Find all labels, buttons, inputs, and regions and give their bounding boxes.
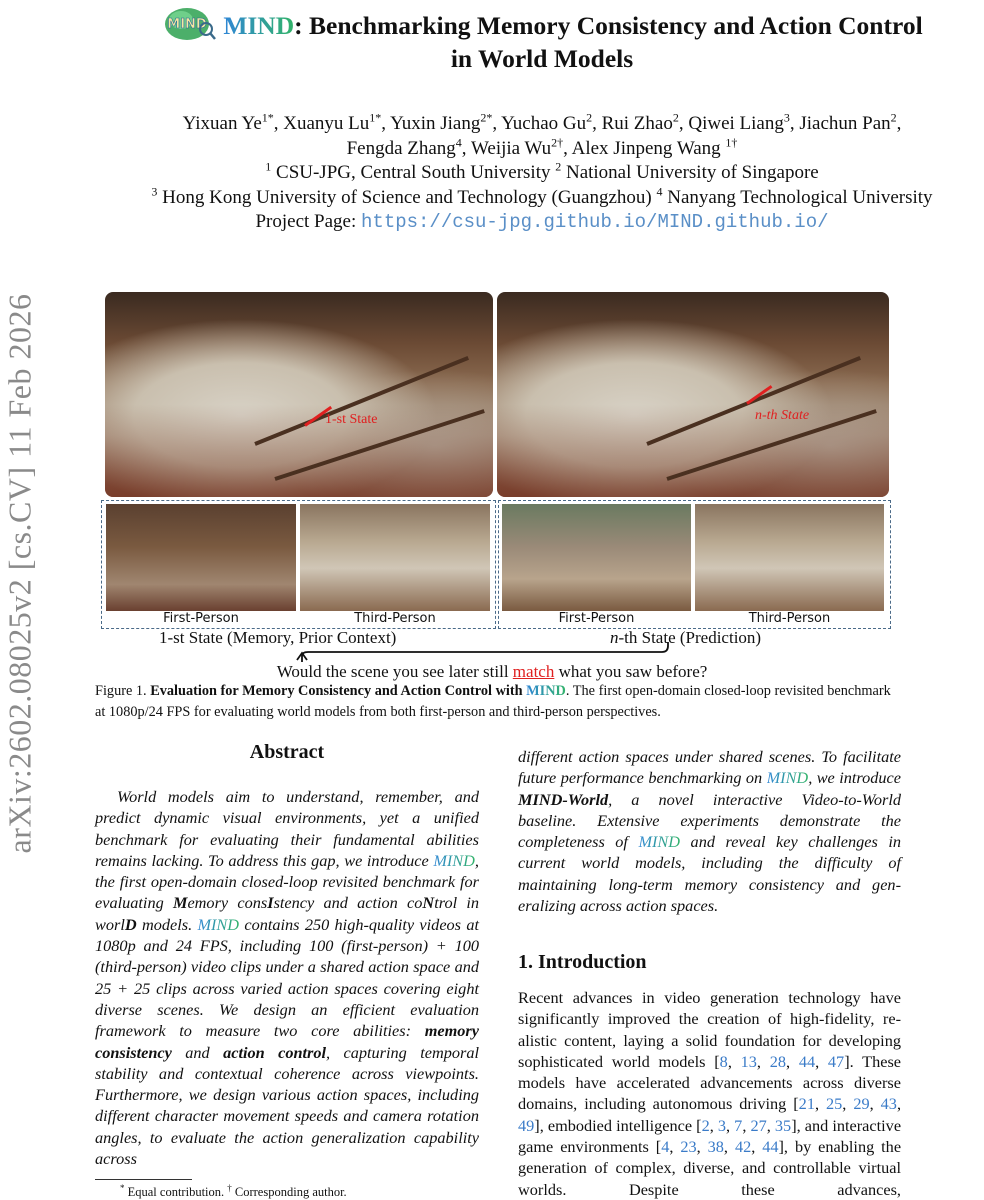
paragraph-text: ], embodied intelligence [ bbox=[534, 1115, 702, 1135]
citation-link[interactable]: 35 bbox=[774, 1115, 792, 1135]
affiliation-line-2 bbox=[100, 186, 984, 211]
n-symbol: n bbox=[610, 628, 619, 647]
author-line-2: Fengda Zhang$^4$, Weijia $Wu^{2\dagger}$, Alex Jinpeng Wang $^{1\dagger}$ bbox=[346, 135, 738, 159]
author-name: Yuchao Gu$^2$ bbox=[501, 110, 593, 134]
citation-link[interactable]: 28 bbox=[769, 1051, 786, 1071]
brand-name: MIND bbox=[197, 914, 240, 934]
first-state-third-person-image bbox=[300, 504, 490, 611]
paragraph-text: , bbox=[727, 1051, 741, 1071]
caption-text: . The first open-domain closed-loop revisited benchmark at 1080p/24 FPS for evaluating world models from both first-person and third-person perspectives. bbox=[95, 683, 891, 720]
question-match-word: match bbox=[512, 662, 555, 681]
citation-link[interactable]: 44 bbox=[798, 1051, 816, 1071]
affiliation-name: Hong Kong University of Science and Technology (Guangzhou) bbox=[157, 186, 657, 208]
author-block bbox=[100, 112, 984, 235]
paragraph-text: , capturing temporal stability and contextual coherence across viewpoints. Furthermore, we design various action spaces, including different character movement speeds and camera rotation angles, to evaluate the action generalization capability across bbox=[95, 1042, 480, 1169]
paragraph-text: , bbox=[815, 1051, 828, 1071]
first-state-caption: 1-st State (Memory, Prior Context) bbox=[159, 628, 397, 647]
nth-state-first-person-image bbox=[502, 504, 691, 611]
emphasis-text: D bbox=[124, 914, 137, 934]
arxiv-identifier: arXiv:2602.08025v2 [cs.CV] 11 Feb 2026 bbox=[1, 293, 38, 854]
paragraph-text: , bbox=[756, 1051, 770, 1071]
paragraph-text: models. bbox=[136, 914, 198, 934]
paragraph-text: trol in worl bbox=[95, 893, 480, 934]
author-name: Yuxin Jiang$^{2*}$ bbox=[390, 110, 493, 134]
author-affiliation-mark: 2† bbox=[551, 135, 564, 150]
paragraph-text: , bbox=[751, 1137, 763, 1157]
author-name: Qiwei Liang$^3$ bbox=[688, 110, 790, 134]
affiliation-line-1 bbox=[100, 161, 984, 186]
footnote-equal: Equal contribution. bbox=[124, 1185, 228, 1200]
question-text: what you saw before? bbox=[554, 662, 708, 681]
author-name: Alex Jinpeng Wang $^{1\dagger}$ bbox=[571, 135, 738, 159]
author-name: Fengda Zhang$^4$ bbox=[346, 135, 462, 159]
emphasis-text: memory consistency bbox=[95, 1021, 479, 1062]
footnote-rule bbox=[95, 1179, 192, 1180]
paragraph-text: contains 250 high-quality videos at 1080p and 24 FPS, including 100 (first-person) + 100 (third-person) video clips under a shared action space and 25 + 25 clips across varied action spaces covering eight diverse scenes. We design an efficient evaluation framework to measure two core abilities: bbox=[95, 914, 479, 1041]
title-line1: : Benchmarking Memory Consistency and Action Control bbox=[294, 11, 923, 40]
paragraph-text: , bbox=[723, 1137, 735, 1157]
footnote-star: * bbox=[120, 1183, 125, 1193]
nth-state-tag: n-th State bbox=[755, 408, 810, 423]
paragraph-text: ]. These models have accelerated advancements across diverse domains, including autonomous driving [ bbox=[518, 1051, 902, 1114]
nth-state-caption-text: -th State (Prediction) bbox=[618, 628, 762, 647]
footnote bbox=[120, 1183, 347, 1200]
paragraph-text: different action spaces under shared scenes. To facilitate future performance benchmarking on bbox=[518, 747, 901, 788]
paragraph-text: , bbox=[669, 1137, 681, 1157]
affiliation-number: 4 bbox=[656, 184, 663, 199]
author-name: Weijia $Wu^{2\dagger}$ bbox=[470, 135, 564, 159]
citation-link[interactable]: 27 bbox=[750, 1115, 767, 1135]
paragraph-text: , bbox=[709, 1115, 718, 1135]
paragraph-text: , bbox=[869, 1094, 881, 1114]
paragraph-text: , bbox=[896, 1094, 902, 1114]
emphasis-text: N bbox=[422, 893, 435, 913]
caption-bold: Evaluation for Memory Consistency and Action Control with bbox=[150, 683, 527, 699]
paragraph-text: , bbox=[842, 1094, 854, 1114]
revisit-arrow-icon bbox=[290, 640, 690, 664]
author-name: Jiachun Pan$^2$ bbox=[799, 110, 897, 134]
brand-name: MIND bbox=[766, 768, 809, 788]
paragraph-text: , bbox=[766, 1115, 775, 1135]
affiliation-name: Nanyang Technological University bbox=[662, 186, 933, 208]
emphasis-text: MIND-World bbox=[518, 789, 609, 809]
abstract-paragraph-right bbox=[518, 746, 901, 916]
title-brand: MIND bbox=[223, 11, 295, 40]
footnote-corresponding: Corresponding author. bbox=[231, 1185, 347, 1200]
introduction-heading-text: 1. Introduction bbox=[518, 951, 647, 973]
citation-link[interactable]: 3 bbox=[717, 1115, 727, 1135]
citation-link[interactable]: 23 bbox=[680, 1137, 697, 1157]
paragraph-text: stency and action co bbox=[273, 893, 423, 913]
paragraph-text: , bbox=[786, 1051, 799, 1071]
caption-label: Figure 1. bbox=[95, 683, 151, 699]
affiliation-name: National University of Singapore bbox=[561, 162, 819, 183]
nth-state-third-person-image bbox=[695, 504, 884, 611]
project-page bbox=[100, 210, 984, 235]
author-affiliation-mark: 1* bbox=[261, 110, 274, 125]
first-state-image bbox=[105, 292, 493, 497]
citation-link[interactable]: 4 bbox=[661, 1137, 670, 1157]
citation-link[interactable]: 25 bbox=[826, 1094, 843, 1114]
author-name: Rui Zhao$^2$ bbox=[601, 110, 679, 134]
citation-link[interactable]: 13 bbox=[740, 1051, 757, 1071]
introduction-paragraph bbox=[518, 987, 901, 1200]
paragraph-text: , the first open-domain closed-loop revisited benchmark for evaluating bbox=[95, 850, 479, 913]
footnote-dagger: † bbox=[227, 1183, 232, 1193]
citation-link[interactable]: 2 bbox=[701, 1115, 710, 1135]
affiliation-name: CSU-JPG, Central South University bbox=[271, 162, 556, 183]
paragraph-text: emory cons bbox=[187, 893, 268, 913]
affiliation-number: 1 bbox=[265, 159, 272, 174]
paragraph-text: , a novel interactive Video-to-World baseline. Extensive experiments demonstrate the completeness of bbox=[518, 789, 901, 852]
author-name: Xuanyu $Lu^{1*}$ bbox=[283, 110, 382, 134]
paragraph-text: ], and interactive game environments [ bbox=[518, 1115, 902, 1157]
citation-link[interactable]: 8 bbox=[719, 1051, 728, 1071]
figure-question bbox=[0, 662, 984, 682]
citation-link[interactable]: 38 bbox=[707, 1137, 724, 1157]
paragraph-text: ], by enabling the generation of complex, diverse, and controllable virtual worlds. Despite these advances, bbox=[518, 1137, 902, 1199]
first-state-tag: 1-st State bbox=[325, 412, 378, 427]
paragraph-text: and reveal key challenges in current world models, including the difficulty of maintaining long-term memory consistency and generalizing across action spaces. bbox=[518, 832, 901, 916]
abstract-heading-text: Abstract bbox=[249, 741, 325, 763]
third-person-label: Third-Person bbox=[354, 611, 436, 626]
abstract-heading bbox=[95, 741, 479, 764]
author-affiliation-mark: 2 bbox=[586, 110, 593, 125]
figure-caption bbox=[95, 681, 901, 722]
citation-link[interactable]: 29 bbox=[853, 1094, 870, 1114]
paragraph-text: , bbox=[814, 1094, 826, 1114]
affiliation-number: 2 bbox=[555, 159, 562, 174]
title-line2: in World Models bbox=[450, 44, 634, 73]
third-person-label: Third-Person bbox=[748, 611, 831, 626]
author-affiliation-mark: 2 bbox=[890, 110, 897, 125]
caption-brand: MIND bbox=[526, 683, 566, 699]
brand-name: MIND bbox=[433, 850, 475, 870]
first-state-first-person-image bbox=[106, 504, 296, 611]
author-affiliation-mark: 1† bbox=[725, 135, 738, 150]
paragraph-text: , we introduce bbox=[808, 768, 901, 788]
citation-link[interactable]: 49 bbox=[518, 1115, 535, 1135]
citation-link[interactable]: 21 bbox=[798, 1094, 815, 1114]
svg-text:MIND: MIND bbox=[167, 17, 208, 32]
paragraph-text: Recent advances in video generation technology have significantly improved the creation of high-fidelity, realistic content, laying a solid foundation for developing sophisticated world models [ bbox=[518, 988, 901, 1071]
citation-link[interactable]: 7 bbox=[734, 1115, 743, 1135]
project-label: Project Page: bbox=[255, 211, 362, 232]
paragraph-text: , bbox=[742, 1115, 751, 1135]
emphasis-text: I bbox=[267, 893, 274, 913]
nth-state-image bbox=[497, 292, 889, 497]
author-line-1: Yixuan $Ye^{1*}$, Xuanyu $Lu^{1*}$, Yuxin Jiang$^{2*}$, Yuchao Gu$^2$, Rui Zhao$^2$, Qiwei Liang$^3$, Jiachun Pan$^2$, bbox=[182, 110, 902, 134]
mind-logo-icon bbox=[161, 6, 217, 42]
first-person-label: First-Person bbox=[558, 611, 635, 626]
author-affiliation-mark: 2* bbox=[480, 110, 493, 125]
author-name: Yixuan $Ye^{1*}$ bbox=[182, 110, 274, 134]
author-affiliation-mark: 1* bbox=[369, 110, 382, 125]
emphasis-text: M bbox=[172, 893, 188, 913]
abstract-paragraph-left bbox=[95, 786, 479, 1169]
emphasis-text: action control bbox=[223, 1042, 327, 1062]
author-affiliation-mark: 3 bbox=[783, 110, 790, 125]
citation-link[interactable]: 42 bbox=[734, 1137, 752, 1157]
introduction-heading bbox=[518, 951, 647, 974]
paper-title bbox=[100, 6, 984, 75]
citation-link[interactable]: 43 bbox=[880, 1094, 897, 1114]
brand-name: MIND bbox=[638, 832, 681, 852]
paragraph-text: and bbox=[171, 1042, 224, 1062]
citation-link[interactable]: 44 bbox=[762, 1137, 779, 1157]
author-affiliation-mark: 4 bbox=[455, 135, 462, 150]
paragraph-text: World models aim to understand, remember, and predict dynamic visual environments, yet a unified benchmark for evaluating their fundamental abilities remains lacking. To address this gap, we introduce bbox=[95, 787, 479, 870]
first-person-label: First-Person bbox=[163, 611, 239, 626]
paragraph-text: , bbox=[696, 1137, 708, 1157]
affiliation-number: 3 bbox=[151, 184, 158, 199]
question-text: Would the scene you see later still bbox=[276, 662, 513, 681]
citation-link[interactable]: 47 bbox=[827, 1051, 845, 1071]
project-url-link[interactable]: https://csu-jpg.github.io/MIND.github.io/ bbox=[361, 211, 829, 233]
author-affiliation-mark: 2 bbox=[672, 110, 679, 125]
paragraph-text: , bbox=[726, 1115, 735, 1135]
